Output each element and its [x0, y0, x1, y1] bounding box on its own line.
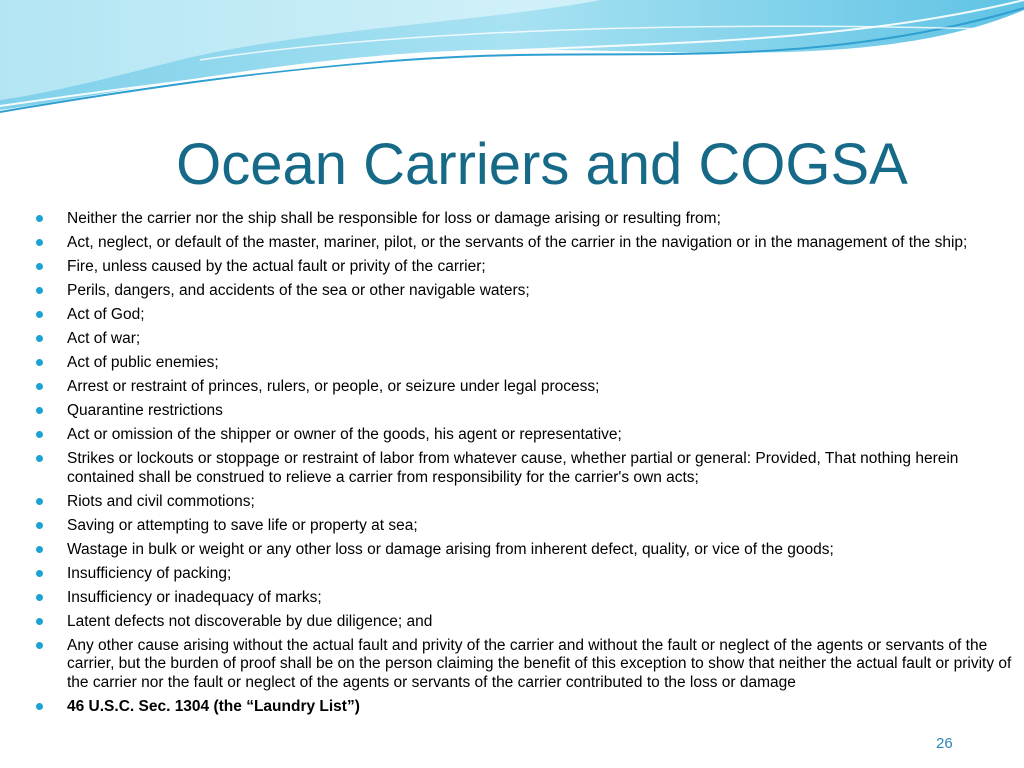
bullet-dot-icon: [36, 570, 43, 577]
list-item: [36, 234, 1016, 253]
list-item: [36, 589, 1016, 608]
bullet-dot-icon: [36, 594, 43, 601]
list-item-text: Neither the carrier nor the ship shall be responsible for loss or damage arising or resulting from;: [67, 210, 721, 227]
list-item: [36, 306, 1016, 325]
list-item: [36, 426, 1016, 445]
list-item-text: Insufficiency of packing;: [67, 564, 232, 582]
bullet-dot-icon: [36, 359, 43, 366]
slide-title: Ocean Carriers and COGSA: [176, 132, 908, 197]
bullet-dot-icon: [36, 642, 43, 649]
bullet-dot-icon: [36, 287, 43, 294]
list-item: [36, 282, 1016, 301]
list-item: [36, 210, 1016, 229]
list-item-citation: [36, 698, 1016, 717]
bullet-dot-icon: [36, 455, 43, 462]
list-item-text: Strikes or lockouts or stoppage or restraint of labor from whatever cause, whether partial or general: Provided, That nothing herein contained shall be construed to relieve a carrier from responsibility for the carrier's own acts;: [67, 450, 959, 486]
header-wave-decoration: [0, 0, 1024, 120]
list-item: [36, 450, 1016, 487]
bullet-dot-icon: [36, 431, 43, 438]
bullet-dot-icon: [36, 498, 43, 505]
list-item-text: Insufficiency or inadequacy of marks;: [67, 588, 322, 606]
list-item: [36, 613, 1016, 632]
list-item: [36, 354, 1016, 373]
list-item: [36, 258, 1016, 277]
bullet-dot-icon: [36, 383, 43, 390]
list-item-text: Act of God;: [67, 306, 145, 323]
bullet-dot-icon: [36, 335, 43, 342]
page-number: 26: [936, 735, 953, 752]
list-item: [36, 402, 1016, 421]
list-item-text: Arrest or restraint of princes, rulers, or people, or seizure under legal process;: [67, 378, 600, 395]
list-item-text: Wastage in bulk or weight or any other loss or damage arising from inherent defect, quality, or vice of the goods;: [67, 540, 834, 558]
list-item-text: Fire, unless caused by the actual fault or privity of the carrier;: [67, 258, 486, 275]
list-item-text: Any other cause arising without the actual fault and privity of the carrier and without the fault or neglect of the agents or servants of the carrier, but the burden of proof shall be on the person claiming the benefit of this exception to show that neither the actual fault or privity of the carrier nor the fault or neglect of the agents or servants of the carrier contributed to the loss or damage: [67, 636, 1012, 691]
list-item: [36, 637, 1016, 693]
list-item: [36, 378, 1016, 397]
list-item-text: Act, neglect, or default of the master, mariner, pilot, or the servants of the carrier in the navigation or in the management of the ship;: [67, 234, 968, 251]
bullet-dot-icon: [36, 618, 43, 625]
list-item: [36, 541, 1016, 560]
list-item: [36, 517, 1016, 536]
list-item-text: Act or omission of the shipper or owner of the goods, his agent or representative;: [67, 426, 622, 443]
list-item-text: Perils, dangers, and accidents of the sea or other navigable waters;: [67, 282, 530, 299]
bullet-dot-icon: [36, 311, 43, 318]
list-item: [36, 493, 1016, 512]
list-item-text: Riots and civil commotions;: [67, 492, 255, 510]
bullet-list: [36, 210, 1016, 722]
bullet-dot-icon: [36, 263, 43, 270]
bullet-dot-icon: [36, 546, 43, 553]
bullet-dot-icon: [36, 239, 43, 246]
list-item-text: Latent defects not discoverable by due diligence; and: [67, 612, 433, 630]
list-item: [36, 565, 1016, 584]
bullet-dot-icon: [36, 407, 43, 414]
list-item-text: Act of public enemies;: [67, 354, 219, 371]
list-item-text: Quarantine restrictions: [67, 402, 223, 419]
bullet-dot-icon: [36, 215, 43, 222]
list-item-text: Act of war;: [67, 330, 141, 347]
citation-text: 46 U.S.C. Sec. 1304 (the “Laundry List”): [67, 697, 360, 715]
list-item: [36, 330, 1016, 349]
bullet-dot-icon: [36, 703, 43, 710]
bullet-dot-icon: [36, 522, 43, 529]
list-item-text: Saving or attempting to save life or property at sea;: [67, 516, 418, 534]
